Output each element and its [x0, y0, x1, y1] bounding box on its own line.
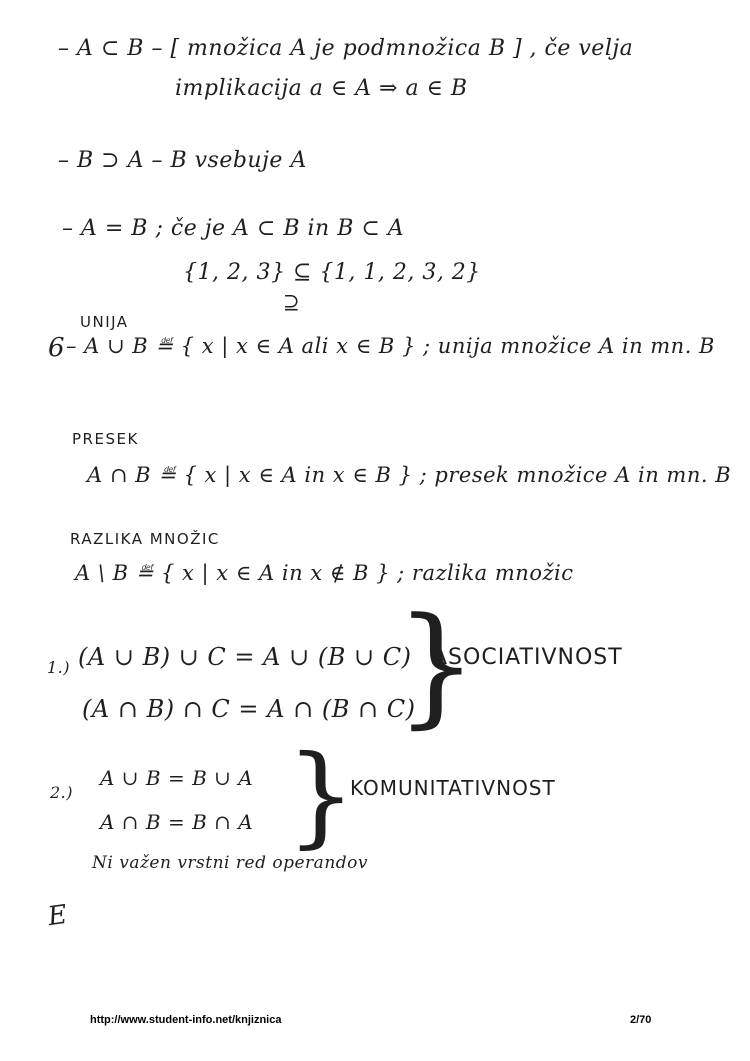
commutativity-equation-1: A ∪ B = B ∪ A: [100, 766, 254, 790]
superset-definition: – B ⊃ A – B vsebuje A: [58, 148, 307, 173]
closing-mark: E: [46, 899, 70, 933]
commutativity-equation-2: A ∩ B = B ∩ A: [100, 810, 254, 834]
difference-heading: RAZLIKA MNOŽIC: [70, 530, 220, 548]
footer-page-number: 2/70: [630, 1014, 652, 1026]
union-definition: – A ∪ B ≝ { x | x ∈ A ali x ∈ B } ; unija množice A in mn. B: [66, 334, 715, 358]
associativity-equation-2: (A ∩ B) ∩ C = A ∩ (B ∩ C): [82, 695, 416, 723]
commutativity-brace-icon: }: [286, 731, 356, 859]
subset-example: {1, 2, 3} ⊆ {1, 1, 2, 3, 2}: [183, 260, 481, 285]
associativity-number: 1.): [47, 658, 71, 677]
associativity-equation-1: (A ∪ B) ∪ C = A ∪ (B ∪ C): [78, 643, 412, 671]
subset-definition-line2: implikacija a ∈ A ⇒ a ∈ B: [175, 76, 468, 101]
associativity-brace-icon: }: [395, 589, 478, 741]
commutativity-label: KOMUNITATIVNOST: [350, 776, 556, 800]
associativity-label: ASOCIATIVNOST: [432, 645, 623, 670]
intersection-definition: A ∩ B ≝ { x | x ∈ A in x ∈ B } ; presek množice A in mn. B: [87, 463, 732, 487]
difference-definition: A \ B ≝ { x | x ∈ A in x ∉ B } ; razlika množic: [75, 561, 574, 585]
commutativity-note: Ni važen vrstni red operandov: [92, 853, 368, 873]
equality-definition: – A = B ; če je A ⊂ B in B ⊂ A: [62, 216, 405, 241]
intersection-heading: PRESEK: [72, 430, 139, 448]
commutativity-number: 2.): [50, 783, 74, 802]
union-marker: 6: [48, 333, 66, 363]
subset-definition-line1: – A ⊂ B – [ množica A je podmnožica B ] , če velja: [58, 36, 634, 61]
footer-url: http://www.student-info.net/knjiznica: [90, 1014, 282, 1026]
union-heading: UNIJA: [80, 313, 129, 331]
subset-example-sub: ⊇: [283, 290, 301, 314]
